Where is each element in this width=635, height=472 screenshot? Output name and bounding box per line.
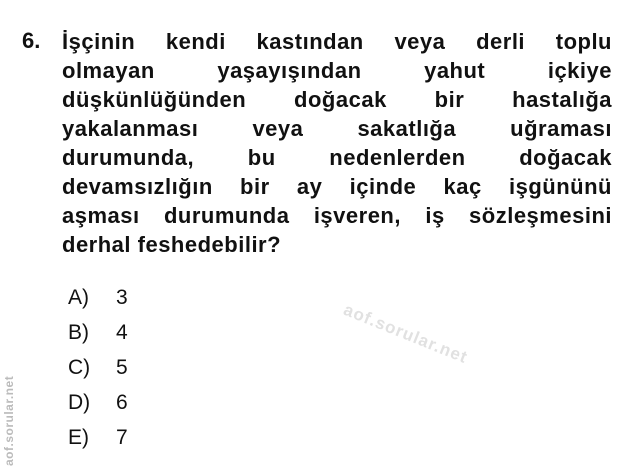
watermark-side: aof.sorular.net	[2, 375, 16, 466]
option-letter: B)	[68, 320, 89, 344]
question-line: derhal feshedebilir?	[62, 232, 282, 257]
option-value: 3	[116, 285, 128, 309]
question-text	[62, 27, 612, 259]
watermark-diagonal: aof.sorular.net	[340, 300, 471, 368]
option-d[interactable]	[68, 385, 128, 420]
question-line: aşması durumunda işveren, iş sözleşmesini	[62, 203, 612, 228]
option-letter: C)	[68, 355, 91, 379]
answer-options	[68, 280, 128, 455]
question-line: devamsızlığın bir ay içinde kaç işgününü	[62, 174, 612, 199]
option-value: 6	[116, 390, 128, 414]
question-line: durumunda, bu nedenlerden doğacak	[62, 145, 612, 170]
option-letter: D)	[68, 390, 91, 414]
option-c[interactable]	[68, 350, 128, 385]
question-line: olmayan yaşayışından yahut içkiye	[62, 58, 612, 83]
question-line: yakalanması veya sakatlığa uğraması	[62, 116, 612, 141]
option-value: 4	[116, 320, 128, 344]
question-number: 6.	[22, 28, 41, 53]
option-e[interactable]	[68, 420, 128, 455]
question-line: İşçinin kendi kastından veya derli toplu	[62, 29, 612, 54]
question-line: düşkünlüğünden doğacak bir hastalığa	[62, 87, 612, 112]
option-letter: A)	[68, 285, 89, 309]
option-a[interactable]	[68, 280, 128, 315]
option-b[interactable]	[68, 315, 128, 350]
option-letter: E)	[68, 425, 89, 449]
option-value: 7	[116, 425, 128, 449]
option-value: 5	[116, 355, 128, 379]
